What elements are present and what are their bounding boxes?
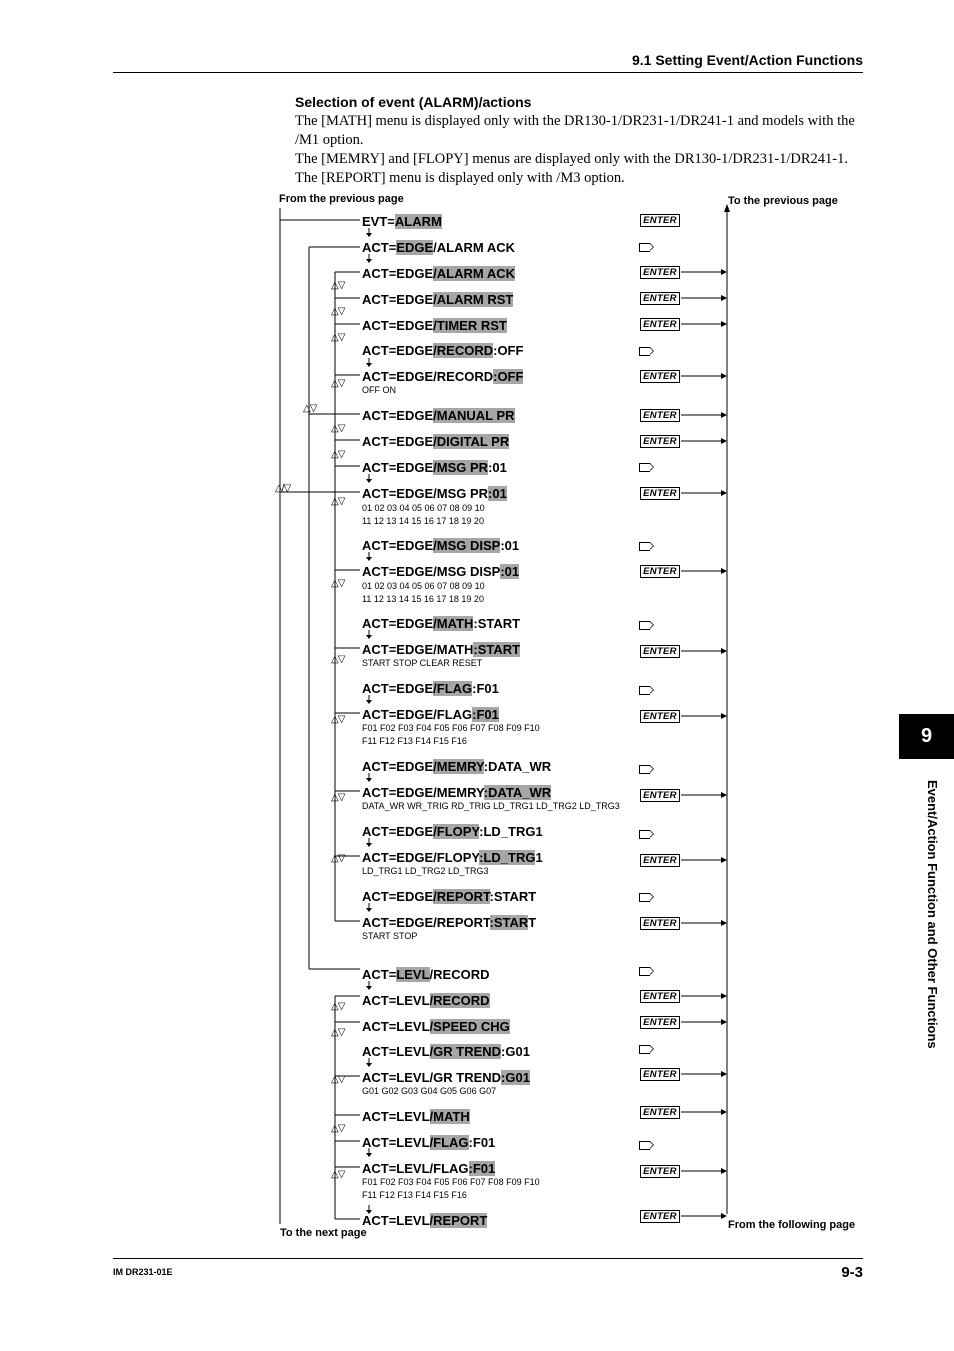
step-highlight: /FLAG bbox=[433, 681, 473, 696]
up-down-key-icon: △▽ bbox=[331, 1169, 345, 1180]
body-line: The [MATH] menu is displayed only with the DR130-1/DR231-1/DR241-1 and models with the bbox=[295, 113, 855, 129]
enter-arrowhead bbox=[721, 412, 727, 418]
step-prefix: ACT=LEVL bbox=[362, 1019, 430, 1034]
arrow-key-icon bbox=[639, 243, 650, 252]
menu-step bbox=[362, 616, 520, 631]
chapter-tab: 9 bbox=[899, 714, 954, 759]
enter-key-icon: ENTER bbox=[640, 292, 680, 305]
step-suffix: :OFF bbox=[493, 343, 524, 358]
step-prefix: ACT=EDGE/MSG DISP bbox=[362, 564, 501, 579]
enter-key-icon: ENTER bbox=[640, 409, 680, 422]
to-previous-label: To the previous page bbox=[728, 195, 838, 207]
step-prefix: ACT=EDGE/FLOPY bbox=[362, 850, 480, 865]
step-highlight: /FLAG bbox=[429, 1135, 469, 1150]
step-highlight: /REPORT bbox=[429, 1213, 488, 1228]
enter-arrowhead bbox=[721, 373, 727, 379]
step-highlight: :STAR bbox=[489, 915, 529, 930]
step-suffix: :01 bbox=[488, 460, 507, 475]
step-highlight: /ALARM RST bbox=[433, 292, 514, 307]
enter-arrowhead bbox=[721, 438, 727, 444]
option-list: 11 12 13 14 15 16 17 18 19 20 bbox=[362, 594, 484, 604]
enter-key-icon: ENTER bbox=[640, 645, 680, 658]
enter-arrowhead bbox=[721, 920, 727, 926]
up-down-key-icon: △▽ bbox=[331, 423, 345, 434]
down-arrowhead bbox=[366, 233, 372, 237]
up-down-key-icon: △▽ bbox=[331, 306, 345, 317]
up-down-key-icon: △▽ bbox=[331, 792, 345, 803]
arrow-key-icon bbox=[639, 765, 650, 774]
step-highlight: /REPORT bbox=[433, 889, 490, 904]
enter-key-icon: ENTER bbox=[640, 214, 680, 227]
enter-arrowhead bbox=[721, 568, 727, 574]
down-arrowhead bbox=[366, 557, 372, 561]
enter-arrowhead bbox=[721, 321, 727, 327]
arrow-key-icon bbox=[639, 621, 650, 630]
body-line: /M1 option. bbox=[295, 132, 364, 148]
step-highlight: :01 bbox=[488, 486, 507, 501]
menu-step bbox=[362, 486, 507, 501]
up-down-key-icon: △▽ bbox=[331, 714, 345, 725]
step-prefix: ACT=LEVL/FLAG bbox=[362, 1161, 469, 1176]
step-highlight: /TIMER RST bbox=[433, 318, 507, 333]
option-list: START STOP bbox=[362, 931, 418, 941]
up-down-key-icon: △▽ bbox=[303, 403, 317, 414]
menu-step bbox=[362, 266, 515, 281]
up-down-key-icon: △▽ bbox=[331, 332, 345, 343]
down-arrowhead bbox=[366, 1063, 372, 1067]
menu-step bbox=[362, 967, 490, 982]
down-arrowhead bbox=[366, 479, 372, 483]
step-suffix: /ALARM ACK bbox=[433, 240, 515, 255]
step-prefix: ACT=EDGE bbox=[362, 616, 434, 631]
step-highlight: /ALARM ACK bbox=[433, 266, 515, 281]
enter-arrowhead bbox=[721, 1168, 727, 1174]
menu-step bbox=[362, 408, 515, 423]
menu-step bbox=[362, 1109, 470, 1124]
enter-key-icon: ENTER bbox=[640, 1165, 680, 1178]
step-highlight: /RECORD bbox=[429, 993, 490, 1008]
menu-step bbox=[362, 460, 507, 475]
menu-step bbox=[362, 681, 499, 696]
menu-step bbox=[362, 369, 523, 384]
step-highlight: :01 bbox=[500, 564, 520, 579]
menu-step bbox=[362, 318, 507, 333]
enter-arrowhead bbox=[721, 1019, 727, 1025]
enter-arrowhead bbox=[721, 713, 727, 719]
to-next-label: To the next page bbox=[280, 1227, 367, 1239]
step-prefix: ACT=EDGE bbox=[362, 292, 434, 307]
step-prefix: ACT=EDGE bbox=[362, 889, 434, 904]
step-suffix: :START bbox=[489, 889, 537, 904]
menu-step bbox=[362, 707, 499, 722]
option-list: F11 F12 F13 F14 F15 F16 bbox=[362, 1190, 467, 1200]
step-prefix: ACT=LEVL bbox=[362, 1213, 430, 1228]
step-suffix: :DATA_WR bbox=[483, 759, 552, 774]
step-highlight: :F01 bbox=[468, 1161, 496, 1176]
step-highlight: /DIGITAL PR bbox=[433, 434, 510, 449]
step-highlight: :DATA_WR bbox=[483, 785, 552, 800]
menu-step bbox=[362, 824, 543, 839]
up-down-key-icon: △▽ bbox=[331, 378, 345, 389]
down-arrowhead bbox=[366, 700, 372, 704]
step-highlight: EDGE bbox=[396, 240, 434, 255]
menu-step bbox=[362, 759, 551, 774]
menu-step bbox=[362, 1044, 530, 1059]
option-list: 11 12 13 14 15 16 17 18 19 20 bbox=[362, 516, 484, 526]
up-down-key-icon: △▽ bbox=[331, 449, 345, 460]
menu-step bbox=[362, 1135, 495, 1150]
up-down-key-icon: △▽ bbox=[331, 496, 345, 507]
menu-step bbox=[362, 850, 543, 865]
enter-arrowhead bbox=[721, 1109, 727, 1115]
enter-arrowhead bbox=[721, 1213, 727, 1219]
step-highlight: /GR TREND bbox=[429, 1044, 502, 1059]
menu-step bbox=[362, 434, 509, 449]
up-down-key-icon: △▽ bbox=[331, 578, 345, 589]
menu-step bbox=[362, 343, 523, 358]
section-title: Selection of event (ALARM)/actions bbox=[295, 94, 532, 110]
menu-step bbox=[362, 564, 519, 579]
enter-key-icon: ENTER bbox=[640, 1016, 680, 1029]
step-prefix: ACT=EDGE bbox=[362, 434, 434, 449]
enter-key-icon: ENTER bbox=[640, 1068, 680, 1081]
down-arrowhead bbox=[366, 635, 372, 639]
step-prefix: ACT=EDGE bbox=[362, 759, 434, 774]
step-prefix: EVT= bbox=[362, 214, 395, 229]
enter-key-icon: ENTER bbox=[640, 318, 680, 331]
step-highlight: /MATH bbox=[429, 1109, 470, 1124]
option-list: 01 02 03 04 05 06 07 08 09 10 bbox=[362, 503, 485, 513]
enter-key-icon: ENTER bbox=[640, 990, 680, 1003]
step-highlight: :LD_TRG bbox=[479, 850, 536, 865]
enter-key-icon: ENTER bbox=[640, 266, 680, 279]
menu-step bbox=[362, 642, 520, 657]
menu-step bbox=[362, 993, 490, 1008]
enter-key-icon: ENTER bbox=[640, 1106, 680, 1119]
enter-key-icon: ENTER bbox=[640, 1210, 680, 1223]
step-prefix: ACT=EDGE bbox=[362, 266, 434, 281]
down-arrowhead bbox=[366, 778, 372, 782]
menu-step bbox=[362, 1019, 510, 1034]
step-prefix: ACT=LEVL bbox=[362, 1135, 430, 1150]
step-highlight: /MSG PR bbox=[433, 460, 489, 475]
enter-key-icon: ENTER bbox=[640, 565, 680, 578]
body-line: The [REPORT] menu is displayed only with /M3 option. bbox=[295, 170, 625, 186]
enter-key-icon: ENTER bbox=[640, 487, 680, 500]
arrow-key-icon bbox=[639, 1045, 650, 1054]
step-highlight: :G01 bbox=[501, 1070, 530, 1085]
enter-arrowhead bbox=[721, 648, 727, 654]
enter-arrowhead bbox=[721, 269, 727, 275]
step-prefix: ACT=EDGE bbox=[362, 824, 434, 839]
step-suffix: :G01 bbox=[501, 1044, 530, 1059]
step-prefix: ACT=EDGE/REPORT bbox=[362, 915, 490, 930]
step-suffix: /RECORD bbox=[429, 967, 490, 982]
step-prefix: ACT=EDGE/FLAG bbox=[362, 707, 473, 722]
step-prefix: ACT=LEVL bbox=[362, 993, 430, 1008]
step-highlight: /RECORD bbox=[433, 343, 494, 358]
step-prefix: ACT=EDGE bbox=[362, 460, 434, 475]
step-prefix: ACT=EDGE/RECORD bbox=[362, 369, 494, 384]
option-list: LD_TRG1 LD_TRG2 LD_TRG3 bbox=[362, 866, 489, 876]
enter-arrowhead bbox=[721, 490, 727, 496]
option-list: F01 F02 F03 F04 F05 F06 F07 F08 F09 F10 bbox=[362, 723, 540, 733]
step-prefix: ACT=EDGE bbox=[362, 343, 434, 358]
option-list: G01 G02 G03 G04 G05 G06 G07 bbox=[362, 1086, 497, 1096]
step-prefix: ACT=EDGE/MSG PR bbox=[362, 486, 489, 501]
menu-step bbox=[362, 1161, 495, 1176]
step-prefix: ACT=LEVL bbox=[362, 1109, 430, 1124]
up-down-key-icon: △▽ bbox=[331, 1123, 345, 1134]
arrow-key-icon bbox=[639, 463, 650, 472]
step-prefix: ACT= bbox=[362, 967, 397, 982]
enter-arrowhead bbox=[721, 792, 727, 798]
step-prefix: ACT=EDGE bbox=[362, 318, 434, 333]
up-down-key-icon: △▽ bbox=[331, 280, 345, 291]
menu-step bbox=[362, 1213, 487, 1228]
option-list: 01 02 03 04 05 06 07 08 09 10 bbox=[362, 581, 485, 591]
down-arrowhead bbox=[366, 908, 372, 912]
step-prefix: ACT=EDGE/MATH bbox=[362, 642, 474, 657]
footer-rule bbox=[113, 1258, 863, 1259]
step-suffix: :LD_TRG1 bbox=[479, 824, 543, 839]
page-number: 9-3 bbox=[841, 1264, 863, 1281]
enter-arrowhead bbox=[721, 993, 727, 999]
body-line: The [MEMRY] and [FLOPY] menus are displayed only with the DR130-1/DR231-1/DR241-1. bbox=[295, 151, 848, 167]
step-suffix: 1 bbox=[535, 850, 543, 865]
running-header: 9.1 Setting Event/Action Functions bbox=[631, 52, 863, 68]
arrow-key-icon bbox=[639, 1141, 650, 1150]
up-down-key-icon: △▽ bbox=[331, 1027, 345, 1038]
step-highlight: /MANUAL PR bbox=[433, 408, 515, 423]
enter-arrowhead bbox=[721, 857, 727, 863]
step-highlight: :F01 bbox=[472, 707, 499, 722]
menu-step bbox=[362, 889, 536, 904]
down-arrowhead bbox=[366, 1153, 372, 1157]
step-highlight: /SPEED CHG bbox=[429, 1019, 510, 1034]
menu-step bbox=[362, 538, 519, 553]
enter-key-icon: ENTER bbox=[640, 789, 680, 802]
up-down-key-icon: △▽ bbox=[331, 654, 345, 665]
down-arrowhead bbox=[366, 259, 372, 263]
enter-key-icon: ENTER bbox=[640, 917, 680, 930]
menu-step bbox=[362, 785, 551, 800]
step-highlight: ALARM bbox=[394, 214, 442, 229]
step-prefix: ACT=EDGE bbox=[362, 681, 434, 696]
enter-arrowhead bbox=[721, 1071, 727, 1077]
arrow-key-icon bbox=[639, 893, 650, 902]
step-highlight: /MSG DISP bbox=[433, 538, 501, 553]
step-suffix: T bbox=[528, 915, 537, 930]
enter-key-icon: ENTER bbox=[640, 370, 680, 383]
option-list: OFF ON bbox=[362, 385, 396, 395]
step-highlight: /MATH bbox=[433, 616, 474, 631]
option-list: DATA_WR WR_TRIG RD_TRIG LD_TRG1 LD_TRG2 LD_TRG3 bbox=[362, 801, 620, 811]
menu-step bbox=[362, 292, 513, 307]
step-suffix: :F01 bbox=[468, 1135, 496, 1150]
step-highlight: :OFF bbox=[493, 369, 524, 384]
step-prefix: ACT= bbox=[362, 240, 397, 255]
arrow-key-icon bbox=[639, 830, 650, 839]
step-suffix: :F01 bbox=[472, 681, 499, 696]
menu-step bbox=[362, 240, 515, 255]
down-arrowhead bbox=[366, 843, 372, 847]
step-prefix: ACT=EDGE/MEMRY bbox=[362, 785, 484, 800]
arrow-key-icon bbox=[639, 347, 650, 356]
up-down-key-icon: △▽ bbox=[331, 1074, 345, 1085]
enter-arrowhead bbox=[721, 295, 727, 301]
step-prefix: ACT=LEVL/GR TREND bbox=[362, 1070, 502, 1085]
step-highlight: /FLOPY bbox=[433, 824, 480, 839]
enter-key-icon: ENTER bbox=[640, 854, 680, 867]
up-down-key-icon: △▽ bbox=[331, 1001, 345, 1012]
enter-key-icon: ENTER bbox=[640, 710, 680, 723]
document-id: IM DR231-01E bbox=[113, 1267, 173, 1277]
from-following-label: From the following page bbox=[728, 1219, 856, 1231]
up-down-key-icon: △/▽ bbox=[275, 483, 291, 494]
chapter-tab-label: Event/Action Function and Other Functions bbox=[925, 780, 940, 1049]
option-list: F01 F02 F03 F04 F05 F06 F07 F08 F09 F10 bbox=[362, 1177, 540, 1187]
menu-step bbox=[362, 214, 442, 229]
step-prefix: ACT=LEVL bbox=[362, 1044, 430, 1059]
arrow-key-icon bbox=[639, 967, 650, 976]
option-list: START STOP CLEAR RESET bbox=[362, 658, 483, 668]
step-highlight: /MEMRY bbox=[433, 759, 484, 774]
arrow-key-icon bbox=[639, 542, 650, 551]
from-previous-label: From the previous page bbox=[279, 193, 404, 205]
arrow-key-icon bbox=[639, 686, 650, 695]
step-suffix: :START bbox=[473, 616, 521, 631]
down-arrowhead bbox=[366, 986, 372, 990]
enter-key-icon: ENTER bbox=[640, 435, 680, 448]
menu-step bbox=[362, 1070, 530, 1085]
step-highlight: :START bbox=[473, 642, 521, 657]
step-prefix: ACT=EDGE bbox=[362, 538, 434, 553]
option-list: F11 F12 F13 F14 F15 F16 bbox=[362, 736, 467, 746]
step-suffix: :01 bbox=[500, 538, 520, 553]
down-arrowhead bbox=[366, 363, 372, 367]
step-highlight: LEVL bbox=[396, 967, 430, 982]
up-down-key-icon: △▽ bbox=[331, 853, 345, 864]
step-prefix: ACT=EDGE bbox=[362, 408, 434, 423]
menu-step bbox=[362, 915, 536, 930]
